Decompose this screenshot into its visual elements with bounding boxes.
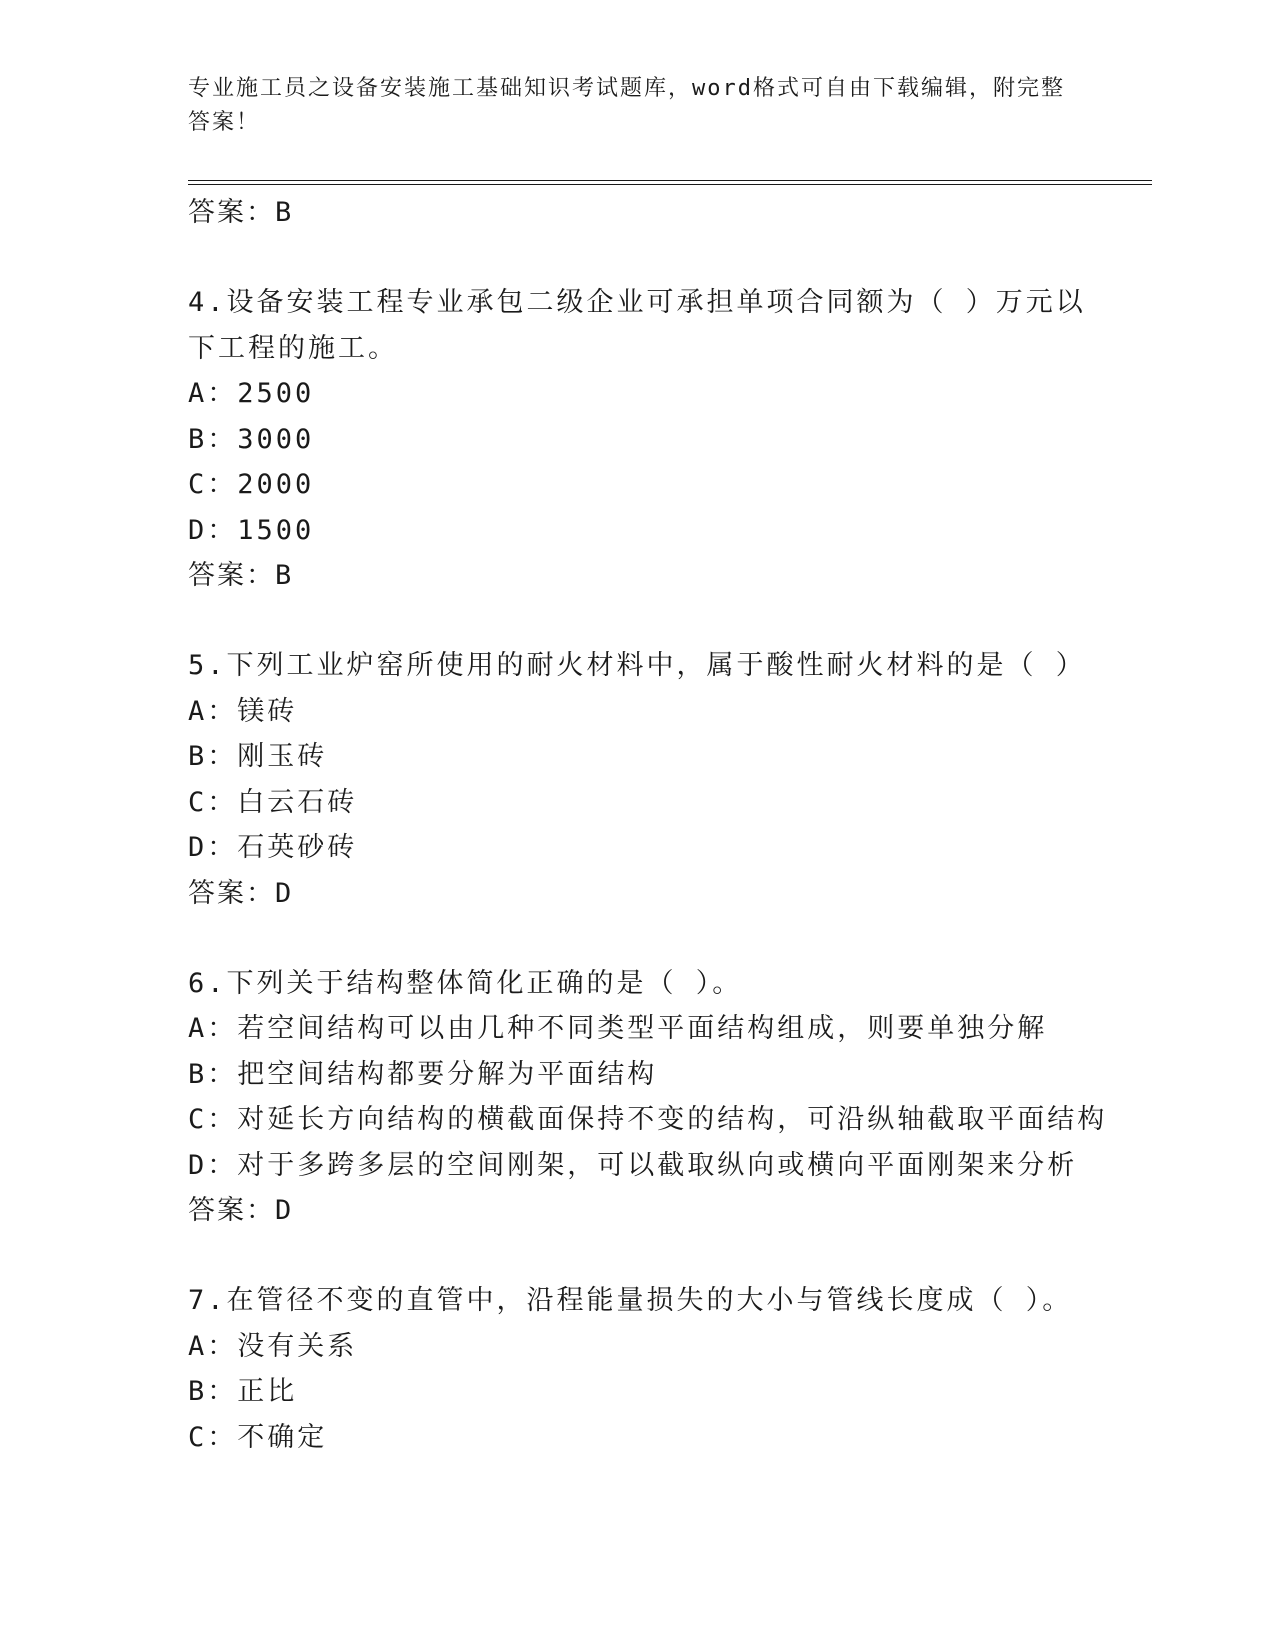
option-a: A：若空间结构可以由几种不同类型平面结构组成，则要单独分解 xyxy=(188,1013,1048,1044)
option-a: A：镁砖 xyxy=(188,695,298,727)
answer-line: 答案：D xyxy=(188,877,294,909)
question-list xyxy=(188,190,1108,1460)
answer-line: 答案：D xyxy=(188,1195,294,1226)
option-c: C：对延长方向结构的横截面保持不变的结构，可沿纵轴截取平面结构 xyxy=(188,1104,1108,1135)
option-a: A：2500 xyxy=(188,378,315,409)
option-a: A：没有关系 xyxy=(188,1330,358,1362)
question-stem: 5.下列工业炉窑所使用的耐火材料中，属于酸性耐火材料的是（ ） xyxy=(188,650,1086,681)
option-d: D：石英砂砖 xyxy=(188,832,358,863)
question-stem: 6.下列关于结构整体简化正确的是（ ）。 xyxy=(188,967,743,999)
option-d: D：1500 xyxy=(188,514,315,546)
option-b: B：把空间结构都要分解为平面结构 xyxy=(188,1058,658,1090)
page-header: 专业施工员之设备安装施工基础知识考试题库，word格式可自由下载编辑，附完整答案！ xyxy=(188,76,1065,135)
question-stem: 4.设备安装工程专业承包二级企业可承担单项合同额为（ ）万元以下工程的施工。 xyxy=(188,287,1086,364)
question-7 xyxy=(188,1278,1108,1460)
header-divider-bottom xyxy=(188,184,1152,185)
question-5 xyxy=(188,643,1108,917)
option-c: C：不确定 xyxy=(188,1421,328,1453)
option-c: C：白云石砖 xyxy=(188,786,358,818)
question-4 xyxy=(188,280,1108,599)
question-6 xyxy=(188,961,1108,1235)
header-divider-top xyxy=(188,180,1152,181)
option-d: D：对于多跨多层的空间刚架，可以截取纵向或横向平面刚架来分析 xyxy=(188,1149,1078,1181)
question-stem: 7.在管径不变的直管中，沿程能量损失的大小与管线长度成（ ）。 xyxy=(188,1285,1073,1316)
option-c: C：2000 xyxy=(188,469,315,500)
answer-line: 答案：B xyxy=(188,560,294,591)
option-b: B：刚玉砖 xyxy=(188,741,328,772)
option-b: B：3000 xyxy=(188,423,315,455)
answer-line: 答案：B xyxy=(188,197,294,228)
option-b: B：正比 xyxy=(188,1376,298,1407)
